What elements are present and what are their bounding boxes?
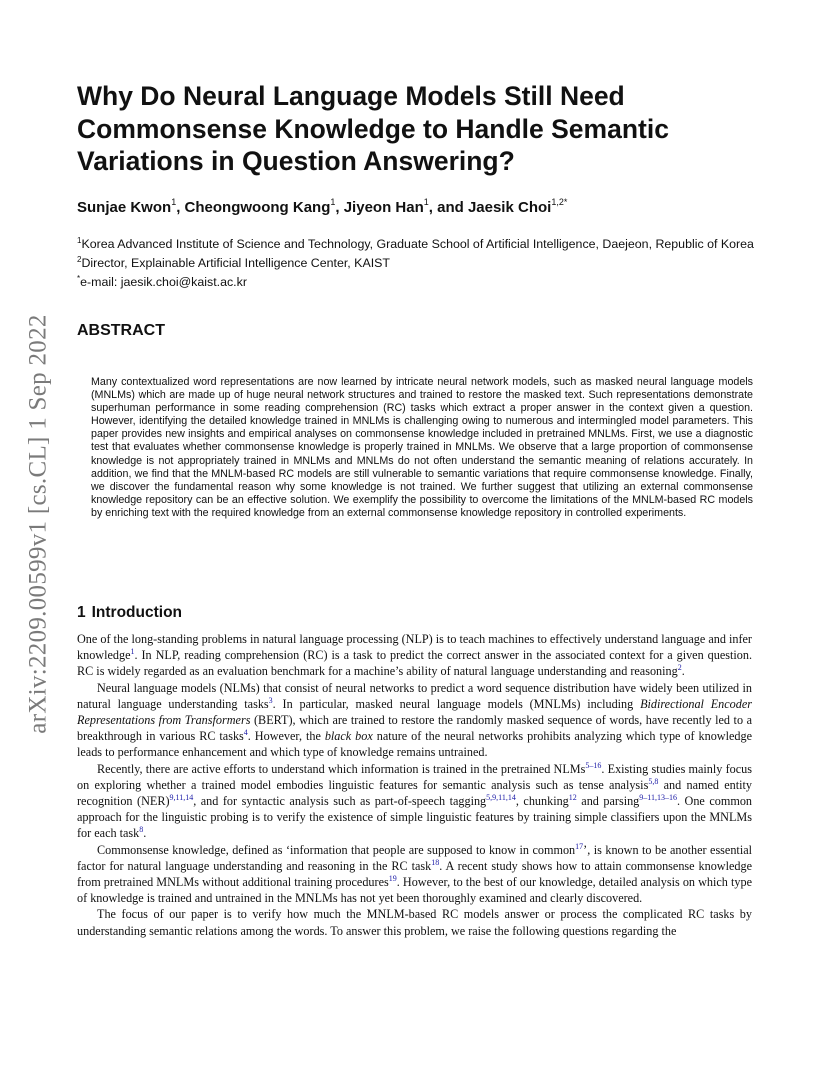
- affiliation-line: [77, 271, 757, 290]
- arxiv-identifier-text: arXiv:2209.00599v1 [cs.CL] 1 Sep 2022: [25, 314, 53, 734]
- affiliation-text: Korea Advanced Institute of Science and Technology, Graduate School of Artificial Intelligence, Daejeon, Republic of Korea: [81, 237, 754, 252]
- citation-ref[interactable]: 2: [677, 663, 682, 673]
- author-name: Jiyeon Han: [343, 199, 424, 216]
- body-paragraph: [77, 631, 752, 680]
- section-heading: [77, 604, 182, 622]
- citation-ref[interactable]: 12: [568, 792, 577, 802]
- affiliation-mark: 2: [77, 255, 82, 265]
- author: [185, 199, 344, 216]
- citation-ref[interactable]: 9–11,13–16: [639, 792, 677, 802]
- author-name: Jaesik Choi: [467, 199, 552, 216]
- author-affiliation-mark: 1: [330, 197, 336, 207]
- body-text: . In particular, masked neural language models (MNLMs) including: [272, 696, 641, 711]
- abstract-heading: ABSTRACT: [77, 322, 165, 339]
- arxiv-identifier-stamp: [24, 296, 54, 752]
- citation-ref[interactable]: 17: [575, 841, 584, 851]
- author: [344, 199, 468, 216]
- body-text: , chunking: [515, 794, 569, 809]
- affiliation-mark: 1: [77, 236, 82, 245]
- abstract-body: Many contextualized word representations are now learned by intricate neural network models, such as masked neural language models (MNLMs) which are made up of huge neural network structures and trained to restore the masked text. Such representations demonstrate superhuman performance in some reading comprehension (RC) tasks which extract a proper answer in the context given a question. However, identifying the detailed knowledge trained in MNLMs is challenging owing to numerous and intermingled model parameters. This paper provides new insights and empirical analyses on commonsense knowledge included in pretrained MNLMs. First, we use a diagnostic test that evaluates whether commonsense knowledge is properly trained in MNLMs. We observe that a large proportion of commonsense knowledge is not appropriately trained in MNLMs and MNLMs do not often understand the semantic meaning of relations accurately. In addition, we find that the MNLM-based RC models are still vulnerable to semantic variations that require commonsense knowledge. Finally, we discover the fundamental reason why some knowledge is not trained. We further suggest that utilizing an external commonsense knowledge repository can be an effective solution. We exemplify the possibility to overcome the limitations of the MNLM-based RC models by enriching text with the required knowledge from an external commonsense knowledge repository in controlled experiments.: [91, 376, 753, 519]
- author-list: [77, 193, 757, 218]
- citation-ref[interactable]: 5,8: [648, 776, 659, 786]
- citation-ref[interactable]: 5–16: [585, 760, 602, 770]
- body-text: One of the long-standing problems in natural language processing (NLP) is to teach machines to effectively understand language and infer knowledge: [77, 632, 752, 663]
- author: [468, 199, 567, 216]
- citation-ref[interactable]: 3: [268, 695, 273, 705]
- body-text: . One common approach for the linguistic probing is to verify the existence of simple linguistic features by training simple classifiers upon the MNLMs for each task: [77, 794, 753, 841]
- body-text: Commonsense knowledge, defined as ‘information that people are supposed to know in common: [97, 842, 576, 857]
- author-separator: , and: [428, 199, 468, 216]
- body-paragraph: [77, 906, 752, 938]
- body-text: (BERT), which are trained to restore the randomly masked sequence of words, have recently led to a breakthrough in various RC tasks: [77, 713, 752, 744]
- citation-ref[interactable]: 5,9,11,14: [486, 792, 516, 802]
- paper-title: Why Do Neural Language Models Still Need Commonsense Knowledge to Handle Semantic Variations in Question Answering?: [77, 81, 669, 176]
- citation-ref[interactable]: 4: [243, 728, 248, 738]
- body-text: ’, is known to be another essential factor for natural language understanding and reasoning in the RC task: [77, 842, 752, 873]
- affiliations: [77, 233, 757, 290]
- author: [77, 199, 185, 216]
- citation-ref[interactable]: 18: [431, 857, 440, 867]
- body-text: . However, the: [247, 729, 325, 744]
- affiliation-text: Director, Explainable Artificial Intelligence Center, KAIST: [81, 256, 390, 271]
- body-text: , and for syntactic analysis such as part-of-speech tagging: [193, 794, 487, 809]
- citation-ref[interactable]: 1: [130, 647, 135, 657]
- body-text: .: [681, 664, 685, 679]
- body-text: . A recent study shows how to attain commonsense knowledge from pretrained MNLMs without additional training procedures: [77, 858, 752, 890]
- section-title: Introduction: [91, 604, 183, 621]
- author-separator: ,: [176, 199, 185, 216]
- citation-ref[interactable]: 19: [388, 873, 397, 883]
- author-affiliation-mark: 1: [171, 197, 177, 207]
- body-paragraph: [77, 842, 752, 907]
- body-text: The focus of our paper is to verify how much the MNLM-based RC models answer or process the complicated RC tasks by understanding semantic relations among the words. To answer this problem, we raise the following questions regarding the: [77, 907, 752, 938]
- affiliation-line: [77, 252, 757, 271]
- body-text: . In NLP, reading comprehension (RC) is a task to predict the correct answer in the associated context for a given question. RC is widely regarded as an evaluation benchmark for a machine’s ability of natural language understanding and reasoning: [77, 648, 752, 679]
- body-text: . Existing studies mainly focus on exploring whether a trained model embodies linguistic features for semantic analysis such as tense analysis: [77, 761, 752, 792]
- author-name: Cheongwoong Kang: [184, 199, 331, 216]
- introduction-body: [77, 631, 752, 939]
- emphasis-text: black box: [324, 729, 373, 744]
- body-paragraph: [77, 761, 752, 842]
- body-paragraph: [77, 680, 752, 761]
- affiliation-line: [77, 233, 757, 252]
- author-affiliation-mark: 1,2*: [551, 197, 568, 207]
- section-number: 1: [77, 604, 86, 621]
- emphasis-text: Bidirectional Encoder Representations from Transformers: [77, 696, 753, 728]
- affiliation-mark: *: [77, 274, 81, 284]
- contact-email: e-mail: jaesik.choi@kaist.ac.kr: [80, 275, 247, 290]
- author-affiliation-mark: 1: [423, 197, 429, 207]
- body-text: Recently, there are active efforts to understand which information is trained in the pretrained NLMs: [97, 761, 586, 776]
- body-text: and named entity recognition (NER): [77, 777, 752, 809]
- body-text: nature of the neural networks prohibits analyzing which type of knowledge leads to performance enhancement and which type of knowledge remains untrained.: [77, 729, 752, 760]
- body-text: .: [143, 826, 147, 841]
- body-text: Neural language models (NLMs) that consist of neural networks to predict a word sequence distribution have widely been utilized in natural language understanding tasks: [77, 680, 752, 711]
- body-text: and parsing: [576, 794, 640, 809]
- citation-ref[interactable]: 8: [139, 825, 144, 835]
- citation-ref[interactable]: 9,11,14: [169, 792, 194, 802]
- author-name: Sunjae Kwon: [77, 199, 172, 216]
- author-separator: ,: [335, 199, 344, 216]
- body-text: . However, to the best of our knowledge, detailed analysis on which type of knowledge is trained and untrained in the MNLMs has not yet been thoroughly examined and clearly discovered.: [77, 875, 752, 906]
